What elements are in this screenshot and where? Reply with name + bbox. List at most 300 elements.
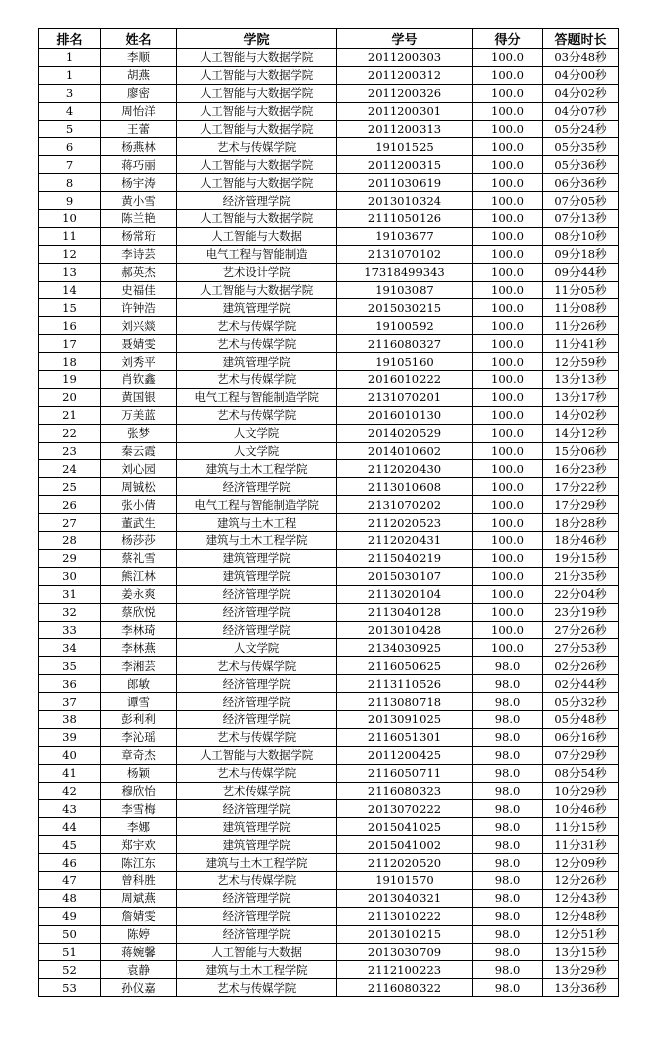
score-cell: 100.0 [473,210,543,228]
rank-cell: 10 [39,210,101,228]
score-cell: 100.0 [473,317,543,335]
name-cell: 李林燕 [101,639,177,657]
score-cell: 100.0 [473,174,543,192]
score-cell: 100.0 [473,621,543,639]
college-cell: 人工智能与大数据学院 [177,84,337,102]
table-row [39,388,619,406]
name-cell: 周斌燕 [101,889,177,907]
rank-cell: 3 [39,84,101,102]
score-cell: 98.0 [473,907,543,925]
college-cell: 艺术与传媒学院 [177,335,337,353]
student-id-cell: 2112020520 [337,854,473,872]
table-row [39,66,619,84]
ranking-table [38,28,619,997]
header-rank: 排名 [39,29,101,49]
duration-cell: 08分54秒 [543,764,619,782]
score-cell: 100.0 [473,299,543,317]
college-cell: 电气工程与智能制造学院 [177,388,337,406]
student-id-cell: 2014010602 [337,442,473,460]
name-cell: 杨颖 [101,764,177,782]
duration-cell: 04分00秒 [543,66,619,84]
student-id-cell: 2013070222 [337,800,473,818]
rank-cell: 1 [39,66,101,84]
name-cell: 黄国银 [101,388,177,406]
rank-cell: 53 [39,979,101,997]
name-cell: 章奇杰 [101,746,177,764]
rank-cell: 46 [39,854,101,872]
student-id-cell: 2113080718 [337,693,473,711]
student-id-cell: 2011030619 [337,174,473,192]
duration-cell: 11分31秒 [543,836,619,854]
score-cell: 98.0 [473,800,543,818]
duration-cell: 11分41秒 [543,335,619,353]
rank-cell: 32 [39,603,101,621]
name-cell: 孙仪嘉 [101,979,177,997]
rank-cell: 31 [39,585,101,603]
college-cell: 人工智能与大数据学院 [177,120,337,138]
rank-cell: 47 [39,871,101,889]
student-id-cell: 17318499343 [337,263,473,281]
rank-cell: 6 [39,138,101,156]
score-cell: 100.0 [473,585,543,603]
student-id-cell: 2014020529 [337,424,473,442]
college-cell: 人工智能与大数据学院 [177,156,337,174]
score-cell: 98.0 [473,961,543,979]
rank-cell: 35 [39,657,101,675]
name-cell: 杨燕林 [101,138,177,156]
rank-cell: 33 [39,621,101,639]
table-row [39,585,619,603]
duration-cell: 05分24秒 [543,120,619,138]
table-row [39,227,619,245]
rank-cell: 40 [39,746,101,764]
table-row [39,424,619,442]
duration-cell: 18分28秒 [543,514,619,532]
score-cell: 100.0 [473,353,543,371]
rank-cell: 45 [39,836,101,854]
table-row [39,961,619,979]
rank-cell: 25 [39,478,101,496]
student-id-cell: 2112020523 [337,514,473,532]
table-row [39,621,619,639]
table-row [39,871,619,889]
table-row [39,210,619,228]
name-cell: 李湘芸 [101,657,177,675]
score-cell: 98.0 [473,871,543,889]
name-cell: 董武生 [101,514,177,532]
duration-cell: 06分16秒 [543,728,619,746]
student-id-cell: 2011200315 [337,156,473,174]
college-cell: 经济管理学院 [177,889,337,907]
name-cell: 黄小雪 [101,192,177,210]
score-cell: 98.0 [473,746,543,764]
student-id-cell: 19103677 [337,227,473,245]
score-cell: 100.0 [473,424,543,442]
student-id-cell: 2016010130 [337,406,473,424]
score-cell: 98.0 [473,979,543,997]
college-cell: 电气工程与智能制造 [177,245,337,263]
name-cell: 陈婷 [101,925,177,943]
duration-cell: 21分35秒 [543,567,619,585]
rank-cell: 15 [39,299,101,317]
header-row [39,29,619,49]
duration-cell: 10分29秒 [543,782,619,800]
student-id-cell: 19101525 [337,138,473,156]
name-cell: 杨宇涛 [101,174,177,192]
score-cell: 100.0 [473,138,543,156]
duration-cell: 14分12秒 [543,424,619,442]
rank-cell: 44 [39,818,101,836]
table-row [39,299,619,317]
college-cell: 艺术传媒学院 [177,782,337,800]
score-cell: 98.0 [473,710,543,728]
name-cell: 廖密 [101,84,177,102]
duration-cell: 13分13秒 [543,371,619,389]
duration-cell: 03分48秒 [543,49,619,67]
name-cell: 郎敏 [101,675,177,693]
table-row [39,782,619,800]
student-id-cell: 2116080323 [337,782,473,800]
college-cell: 建筑与土木工程学院 [177,854,337,872]
table-row [39,675,619,693]
name-cell: 张梦 [101,424,177,442]
score-cell: 100.0 [473,406,543,424]
score-cell: 98.0 [473,782,543,800]
name-cell: 郝英杰 [101,263,177,281]
college-cell: 艺术与传媒学院 [177,371,337,389]
score-cell: 100.0 [473,442,543,460]
college-cell: 建筑与土木工程学院 [177,961,337,979]
rank-cell: 16 [39,317,101,335]
college-cell: 建筑管理学院 [177,567,337,585]
table-row [39,335,619,353]
rank-cell: 51 [39,943,101,961]
student-id-cell: 19101570 [337,871,473,889]
college-cell: 艺术与传媒学院 [177,979,337,997]
student-id-cell: 2131070202 [337,496,473,514]
name-cell: 李顺 [101,49,177,67]
college-cell: 经济管理学院 [177,693,337,711]
duration-cell: 11分15秒 [543,818,619,836]
duration-cell: 19分15秒 [543,549,619,567]
college-cell: 艺术与传媒学院 [177,764,337,782]
table-row [39,353,619,371]
name-cell: 姜永爽 [101,585,177,603]
duration-cell: 17分29秒 [543,496,619,514]
rank-cell: 5 [39,120,101,138]
rank-cell: 12 [39,245,101,263]
duration-cell: 09分18秒 [543,245,619,263]
score-cell: 100.0 [473,281,543,299]
student-id-cell: 2111050126 [337,210,473,228]
table-row [39,245,619,263]
student-id-cell: 2015030215 [337,299,473,317]
score-cell: 100.0 [473,84,543,102]
name-cell: 曾科胜 [101,871,177,889]
name-cell: 杨莎莎 [101,532,177,550]
table-row [39,764,619,782]
student-id-cell: 2011200326 [337,84,473,102]
student-id-cell: 2015030107 [337,567,473,585]
rank-cell: 28 [39,532,101,550]
table-row [39,532,619,550]
rank-cell: 22 [39,424,101,442]
score-cell: 98.0 [473,836,543,854]
table-row [39,478,619,496]
name-cell: 胡燕 [101,66,177,84]
name-cell: 张小倩 [101,496,177,514]
college-cell: 建筑与土木工程学院 [177,532,337,550]
college-cell: 人工智能与大数据学院 [177,174,337,192]
score-cell: 100.0 [473,514,543,532]
table-row [39,263,619,281]
duration-cell: 06分36秒 [543,174,619,192]
duration-cell: 12分43秒 [543,889,619,907]
college-cell: 经济管理学院 [177,621,337,639]
college-cell: 经济管理学院 [177,710,337,728]
score-cell: 100.0 [473,496,543,514]
college-cell: 经济管理学院 [177,800,337,818]
name-cell: 刘心园 [101,460,177,478]
name-cell: 刘兴燚 [101,317,177,335]
college-cell: 艺术与传媒学院 [177,871,337,889]
table-row [39,603,619,621]
rank-cell: 52 [39,961,101,979]
table-row [39,514,619,532]
table-row [39,943,619,961]
rank-cell: 20 [39,388,101,406]
score-cell: 100.0 [473,192,543,210]
duration-cell: 13分15秒 [543,943,619,961]
duration-cell: 12分59秒 [543,353,619,371]
duration-cell: 23分19秒 [543,603,619,621]
name-cell: 杨常珩 [101,227,177,245]
name-cell: 李沁瑶 [101,728,177,746]
duration-cell: 08分10秒 [543,227,619,245]
college-cell: 建筑管理学院 [177,836,337,854]
student-id-cell: 2011200303 [337,49,473,67]
student-id-cell: 2116080327 [337,335,473,353]
student-id-cell: 2011200425 [337,746,473,764]
rank-cell: 49 [39,907,101,925]
score-cell: 98.0 [473,693,543,711]
score-cell: 100.0 [473,120,543,138]
ranking-table-container [38,28,618,997]
rank-cell: 43 [39,800,101,818]
rank-cell: 7 [39,156,101,174]
rank-cell: 1 [39,49,101,67]
name-cell: 谭雪 [101,693,177,711]
name-cell: 李娜 [101,818,177,836]
college-cell: 人文学院 [177,639,337,657]
table-row [39,156,619,174]
rank-cell: 14 [39,281,101,299]
student-id-cell: 2116050625 [337,657,473,675]
score-cell: 100.0 [473,227,543,245]
student-id-cell: 2112100223 [337,961,473,979]
score-cell: 98.0 [473,925,543,943]
college-cell: 经济管理学院 [177,675,337,693]
name-cell: 陈兰艳 [101,210,177,228]
header-duration: 答题时长 [543,29,619,49]
duration-cell: 18分46秒 [543,532,619,550]
college-cell: 建筑与土木工程学院 [177,460,337,478]
table-row [39,549,619,567]
name-cell: 蔡欣悦 [101,603,177,621]
college-cell: 艺术与传媒学院 [177,138,337,156]
rank-cell: 21 [39,406,101,424]
score-cell: 100.0 [473,263,543,281]
student-id-cell: 2013010215 [337,925,473,943]
score-cell: 100.0 [473,603,543,621]
name-cell: 陈江东 [101,854,177,872]
college-cell: 人文学院 [177,424,337,442]
student-id-cell: 2011200301 [337,102,473,120]
table-row [39,138,619,156]
table-row [39,174,619,192]
college-cell: 人文学院 [177,442,337,460]
student-id-cell: 19103087 [337,281,473,299]
header-name: 姓名 [101,29,177,49]
duration-cell: 07分13秒 [543,210,619,228]
duration-cell: 14分02秒 [543,406,619,424]
table-row [39,102,619,120]
table-row [39,442,619,460]
duration-cell: 13分36秒 [543,979,619,997]
score-cell: 100.0 [473,371,543,389]
table-row [39,657,619,675]
score-cell: 98.0 [473,818,543,836]
table-row [39,854,619,872]
college-cell: 艺术设计学院 [177,263,337,281]
student-id-cell: 2113040128 [337,603,473,621]
college-cell: 建筑与土木工程 [177,514,337,532]
name-cell: 秦云霞 [101,442,177,460]
table-row [39,800,619,818]
rank-cell: 23 [39,442,101,460]
student-id-cell: 2013091025 [337,710,473,728]
table-row [39,460,619,478]
score-cell: 100.0 [473,639,543,657]
duration-cell: 12分48秒 [543,907,619,925]
student-id-cell: 19105160 [337,353,473,371]
rank-cell: 9 [39,192,101,210]
duration-cell: 12分09秒 [543,854,619,872]
college-cell: 人工智能与大数据 [177,227,337,245]
rank-cell: 26 [39,496,101,514]
duration-cell: 05分32秒 [543,693,619,711]
college-cell: 建筑管理学院 [177,818,337,836]
score-cell: 98.0 [473,728,543,746]
duration-cell: 12分51秒 [543,925,619,943]
score-cell: 100.0 [473,478,543,496]
duration-cell: 02分26秒 [543,657,619,675]
name-cell: 史福佳 [101,281,177,299]
rank-cell: 18 [39,353,101,371]
rank-cell: 19 [39,371,101,389]
student-id-cell: 2013040321 [337,889,473,907]
duration-cell: 27分53秒 [543,639,619,657]
header-score: 得分 [473,29,543,49]
name-cell: 万美蓝 [101,406,177,424]
duration-cell: 11分08秒 [543,299,619,317]
rank-cell: 24 [39,460,101,478]
rank-cell: 27 [39,514,101,532]
rank-cell: 50 [39,925,101,943]
table-row [39,567,619,585]
college-cell: 经济管理学院 [177,478,337,496]
table-row [39,496,619,514]
duration-cell: 07分29秒 [543,746,619,764]
duration-cell: 13分17秒 [543,388,619,406]
rank-cell: 42 [39,782,101,800]
name-cell: 周铖松 [101,478,177,496]
rank-cell: 38 [39,710,101,728]
student-id-cell: 2013030709 [337,943,473,961]
college-cell: 人工智能与大数据学院 [177,746,337,764]
name-cell: 周怡洋 [101,102,177,120]
rank-cell: 37 [39,693,101,711]
table-row [39,836,619,854]
college-cell: 经济管理学院 [177,925,337,943]
duration-cell: 05分36秒 [543,156,619,174]
student-id-cell: 2113010222 [337,907,473,925]
score-cell: 100.0 [473,49,543,67]
table-body [39,49,619,997]
table-row [39,49,619,67]
score-cell: 100.0 [473,532,543,550]
score-cell: 100.0 [473,245,543,263]
college-cell: 人工智能与大数据学院 [177,49,337,67]
score-cell: 100.0 [473,388,543,406]
rank-cell: 39 [39,728,101,746]
duration-cell: 15分06秒 [543,442,619,460]
student-id-cell: 2115040219 [337,549,473,567]
score-cell: 100.0 [473,102,543,120]
duration-cell: 27分26秒 [543,621,619,639]
student-id-cell: 2116050711 [337,764,473,782]
duration-cell: 04分02秒 [543,84,619,102]
name-cell: 刘秀平 [101,353,177,371]
name-cell: 熊江林 [101,567,177,585]
duration-cell: 09分44秒 [543,263,619,281]
table-row [39,907,619,925]
name-cell: 郑宇欢 [101,836,177,854]
name-cell: 穆欣怡 [101,782,177,800]
student-id-cell: 2011200313 [337,120,473,138]
college-cell: 艺术与传媒学院 [177,317,337,335]
score-cell: 100.0 [473,66,543,84]
rank-cell: 30 [39,567,101,585]
name-cell: 彭利利 [101,710,177,728]
student-id-cell: 2131070102 [337,245,473,263]
college-cell: 艺术与传媒学院 [177,728,337,746]
student-id-cell: 2013010428 [337,621,473,639]
college-cell: 建筑管理学院 [177,299,337,317]
name-cell: 蒋婉馨 [101,943,177,961]
name-cell: 李林琦 [101,621,177,639]
duration-cell: 12分26秒 [543,871,619,889]
college-cell: 艺术与传媒学院 [177,406,337,424]
rank-cell: 48 [39,889,101,907]
college-cell: 人工智能与大数据学院 [177,281,337,299]
college-cell: 人工智能与大数据学院 [177,66,337,84]
table-row [39,925,619,943]
college-cell: 人工智能与大数据学院 [177,210,337,228]
rank-cell: 4 [39,102,101,120]
score-cell: 100.0 [473,567,543,585]
name-cell: 袁静 [101,961,177,979]
